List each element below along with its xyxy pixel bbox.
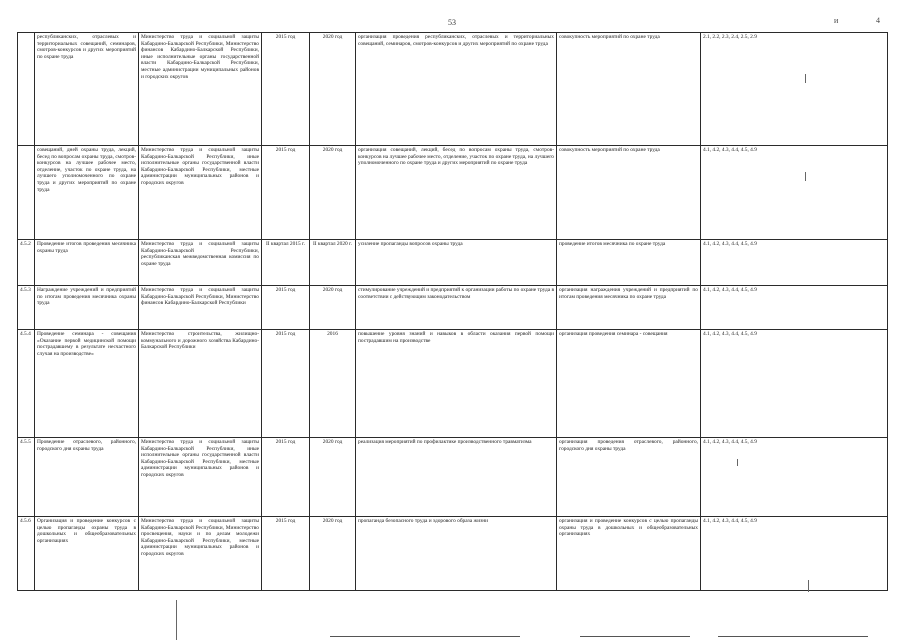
- cell-expected-result: организация проведения отраслевого, районного, городского дня охраны труда: [557, 438, 701, 517]
- cell-event-name: республиканских, отраслевых и территориальных совещаний, семинаров, смотров-конкурсов и других мероприятий по охране труда: [35, 33, 139, 146]
- cell-event-name: Проведение итогов проведения месячника охраны труда: [35, 240, 139, 286]
- cell-executors: Министерство труда и социальной защиты Кабардино-Балкарской Республики, иные исполнительные органы государственной власти Кабардино-Балкарской Республики, местные администрации муниципальных районов и городских округов: [139, 438, 262, 517]
- table-row: [18, 33, 888, 146]
- cell-expected-result: организация награждения учреждений и предприятий по итогам проведения месячника по охране труда: [557, 286, 701, 330]
- cell-expected-result: организация и проведение конкурсов с целью пропаганды охраны труда в дошкольных и общеобразовательных организациях: [557, 517, 701, 591]
- cell-event-name: Проведение семинара - совещания «Оказание первой медицинской помощи пострадавшему в результате несчастного случая на производстве»: [35, 330, 139, 438]
- cell-row-number: 4.5.3: [18, 286, 35, 330]
- cell-end-date: II квартал 2020 г.: [310, 240, 356, 286]
- scan-mark: [808, 580, 809, 592]
- corner-mark-left: и: [834, 16, 839, 25]
- table-row: [18, 286, 888, 330]
- cell-executors: Министерство труда и социальной защиты Кабардино-Балкарской Республики, Министерство просвещения, науки и по делам молодежи Кабардино-Балкарской Республики, местные администрации муниципальных районов и городских округов: [139, 517, 262, 591]
- cell-start-date: 2015 год: [262, 33, 310, 146]
- table-row: [18, 240, 888, 286]
- cell-expected-result: организация проведения семинара - совещания: [557, 330, 701, 438]
- cell-start-date: 2015 год: [262, 517, 310, 591]
- cell-expected-result: совокупность мероприятий по охране труда: [557, 33, 701, 146]
- corner-mark-right: 4: [876, 16, 880, 25]
- cell-start-date: 2015 год: [262, 146, 310, 240]
- cell-executors: Министерство труда и социальной защиты Кабардино-Балкарской Республики, республиканская межведомственная комиссия по охране труда: [139, 240, 262, 286]
- table-row: [18, 517, 888, 591]
- cell-start-date: II квартал 2015 г.: [262, 240, 310, 286]
- cell-executors: Министерство труда и социальной защиты Кабардино-Балкарской Республики, иные исполнительные органы государственной власти Кабардино-Балкарской Республики, местные администрации муниципальных районов и городских округов: [139, 146, 262, 240]
- cell-row-number: 4.5.4: [18, 330, 35, 438]
- cell-start-date: 2015 год: [262, 286, 310, 330]
- program-table: [17, 32, 888, 591]
- cell-end-date: 2020 год: [310, 286, 356, 330]
- cell-start-date: 2015 год: [262, 330, 310, 438]
- cell-executors: Министерство строительства, жилищно-коммунального и дорожного хозяйства Кабардино-Балкарской Республики: [139, 330, 262, 438]
- cell-expected-content: организация проведения республиканских, отраслевых и территориальных совещаний, семинаров, смотров-конкурсов и других мероприятий по охране труда: [356, 33, 557, 146]
- cell-indicator-links: 4.1, 4.2, 4.3, 4.4, 4.5, 4.9: [701, 330, 888, 438]
- scan-mark: [805, 172, 806, 181]
- cell-end-date: 2016: [310, 330, 356, 438]
- cell-indicator-links: 2.1, 2.2, 2.3, 2.4, 2.5, 2.9: [701, 33, 888, 146]
- cell-indicator-links: 4.1, 4.2, 4.3, 4.4, 4.5, 4.9: [701, 146, 888, 240]
- scan-mark: [176, 600, 177, 640]
- cell-row-number: 4.5.2: [18, 240, 35, 286]
- cell-row-number: 4.5.5: [18, 438, 35, 517]
- cell-executors: Министерство труда и социальной защиты Кабардино-Балкарской Республики, Министерство финансов Кабардино-Балкарской Республики: [139, 286, 262, 330]
- cell-indicator-links: 4.1, 4.2, 4.3, 4.4, 4.5, 4.9: [701, 438, 888, 517]
- scan-line: [330, 636, 520, 637]
- cell-executors: Министерство труда и социальной защиты Кабардино-Балкарской Республики, Министерство финансов Кабардино-Балкарской Республики, иные исполнительные органы государственной власти Кабардино-Балкарской Республики, местные администрации муниципальных районов и городских округов: [139, 33, 262, 146]
- cell-row-number: 4.5.6: [18, 517, 35, 591]
- cell-row-number: [18, 146, 35, 240]
- cell-end-date: 2020 год: [310, 517, 356, 591]
- table-row: [18, 330, 888, 438]
- table-body: [18, 33, 888, 591]
- cell-event-name: Проведение отраслевого, районного, городского дня охраны труда: [35, 438, 139, 517]
- cell-start-date: 2015 год: [262, 438, 310, 517]
- cell-expected-result: проведение итогов месячника по охране труда: [557, 240, 701, 286]
- cell-expected-content: реализация мероприятий по профилактике производственного травматизма: [356, 438, 557, 517]
- cell-row-number: [18, 33, 35, 146]
- page-number: 53: [448, 18, 456, 27]
- cell-end-date: 2020 год: [310, 146, 356, 240]
- cell-event-name: Награждение учреждений и предприятий по итогам проведения месячника охраны труда: [35, 286, 139, 330]
- cell-event-name: Организация и проведение конкурсов с целью пропаганды охраны труда в дошкольных и общеобразовательных организациях: [35, 517, 139, 591]
- cell-expected-content: организация совещаний, лекций, бесед по вопросам охраны труда, смотров-конкурсов на лучшее рабочее место, отделение, участок по охране труда, на лучшего уполномоченного по охране труда и других мероприятий по охране труда: [356, 146, 557, 240]
- cell-event-name: совещаний, дней охраны труда, лекций, бесед по вопросам охраны труда, смотров-конкурсов на лучшее рабочее место, отделение, участок по охране труда, на лучшего уполномоченного по охране труда и других мероприятий по охране труда: [35, 146, 139, 240]
- cell-end-date: 2020 год: [310, 33, 356, 146]
- cell-indicator-links: 4.1, 4.2, 4.3, 4.4, 4.5, 4.9: [701, 240, 888, 286]
- scan-line: [718, 636, 868, 637]
- cell-expected-content: пропаганда безопасного труда и здорового образа жизни: [356, 517, 557, 591]
- table-row: [18, 146, 888, 240]
- scan-line: [580, 636, 690, 637]
- cell-expected-result: совокупность мероприятий по охране труда: [557, 146, 701, 240]
- cell-indicator-links: 4.1, 4.2, 4.3, 4.4, 4.5, 4.9: [701, 286, 888, 330]
- cell-end-date: 2020 год: [310, 438, 356, 517]
- scan-mark: [737, 459, 738, 466]
- scan-mark: [805, 74, 806, 83]
- cell-expected-content: усиление пропаганды вопросов охраны труда: [356, 240, 557, 286]
- table-row: [18, 438, 888, 517]
- cell-expected-content: повышение уровня знаний и навыков в области оказания первой помощи пострадавшим на производстве: [356, 330, 557, 438]
- cell-indicator-links: 4.1, 4.2, 4.3, 4.4, 4.5, 4.9: [701, 517, 888, 591]
- cell-expected-content: стимулирование учреждений и предприятий к организации работы по охране труда в соответствии с действующим законодательством: [356, 286, 557, 330]
